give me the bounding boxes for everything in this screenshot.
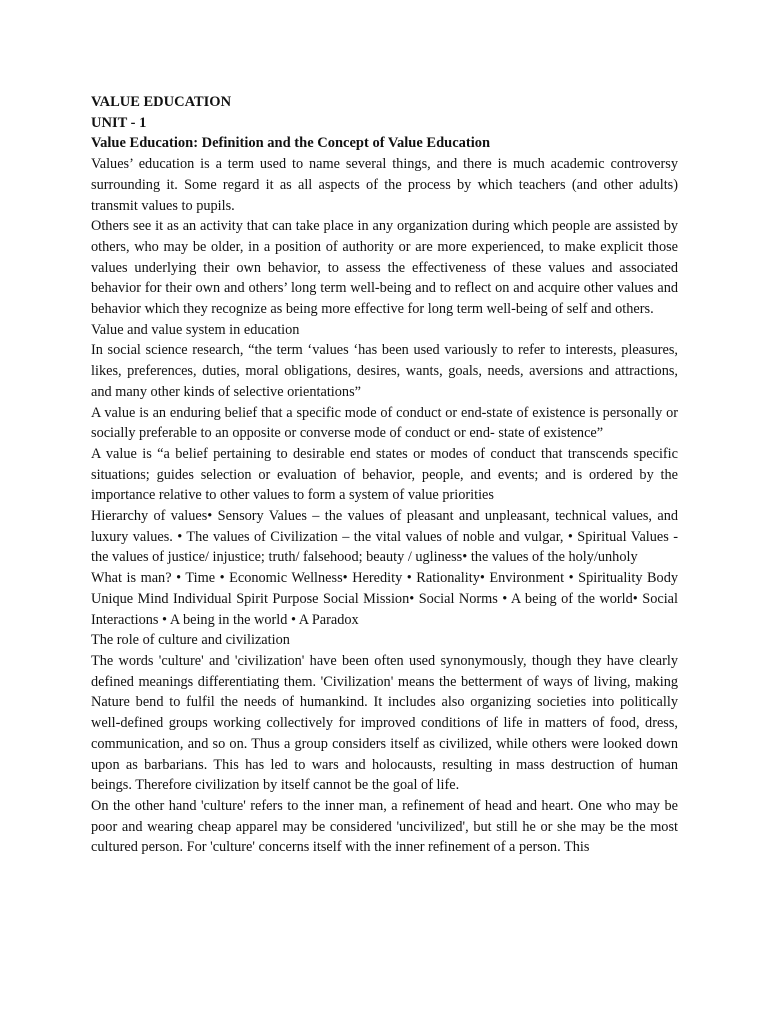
unit-heading: UNIT - 1 [91, 114, 147, 131]
paragraph-what-is-man: What is man? • Time • Economic Wellness• Heredity • Rationality• Environment • Spirituality Body Unique Mind Individual Spirit Purpose Social Mission• Social Norms • A being of the world• Social Interactions • A being in the world • A Paradox [91, 570, 678, 628]
section-title: Value Education: Definition and the Concept of Value Education [91, 135, 491, 152]
paragraph-enduring-belief: A value is an enduring belief that a specific mode of conduct or end-state of existence is personally or socially preferable to an opposite or converse mode of conduct or end- state of existence” [91, 404, 678, 442]
document-title: VALUE EDUCATION [91, 94, 232, 110]
subheading-culture-civilization: The role of culture and civilization [91, 632, 290, 649]
paragraph-values-education: Values’ education is a term used to name several things, and there is much academic controversy surrounding it. Some regard it as all aspects of the process by which teachers (and other adults) transmit values to pupils. [91, 156, 678, 214]
subheading-value-system: Value and value system in education [91, 321, 300, 338]
paragraph-culture-civilization-words: The words 'culture' and 'civilization' have been often used synonymously, though they have clearly defined meanings differentiating them. 'Civilization' means the betterment of ways of living, making Nature bend to fulfil the needs of humankind. It includes also organizing societies into politically well-defined groups working collectively for improved conditions of life in matters of food, dress, communication, and so on. Thus a group considers itself as civilized, while others were looked down upon as barbarians. This has led to wars and holocausts, resulting in mass destruction of human beings. Therefore civilization by itself cannot be the goal of life. [91, 652, 678, 794]
document-page [91, 92, 678, 858]
paragraph-others-see: Others see it as an activity that can take place in any organization during which people are assisted by others, who may be older, in a position of authority or are more experienced, to make explicit those values underlying their own behavior, to assess the effectiveness of these values and associated behavior for their own and others’ long term well-being and to reflect on and acquire other values and behavior which they recognize as being more effective for long term well-being of self and others. [91, 218, 678, 318]
paragraph-hierarchy-of-values: Hierarchy of values• Sensory Values – the values of pleasant and unpleasant, technical values, and luxury values. • The values of Civilization – the vital values of noble and vulgar, • Spiritual Values - the values of justice/ injustice; truth/ falsehood; beauty / ugliness• the values of the holy/unholy [91, 508, 678, 566]
paragraph-culture-inner-man: On the other hand 'culture' refers to the inner man, a refinement of head and heart. One who may be poor and wearing cheap apparel may be considered 'uncivilized', but still he or she may be the most cultured person. For 'culture' concerns itself with the inner refinement of a person. This [91, 797, 678, 856]
paragraph-social-science: In social science research, “the term ‘values ‘has been used variously to refer to interests, pleasures, likes, preferences, duties, moral obligations, desires, wants, goals, needs, aversions and attractions, and many other kinds of selective orientations” [91, 342, 678, 400]
paragraph-belief-pertaining: A value is “a belief pertaining to desirable end states or modes of conduct that transcends specific situations; guides selection or evaluation of behavior, people, and events; and is ordered by the importance relative to other values to form a system of value priorities [91, 445, 678, 504]
